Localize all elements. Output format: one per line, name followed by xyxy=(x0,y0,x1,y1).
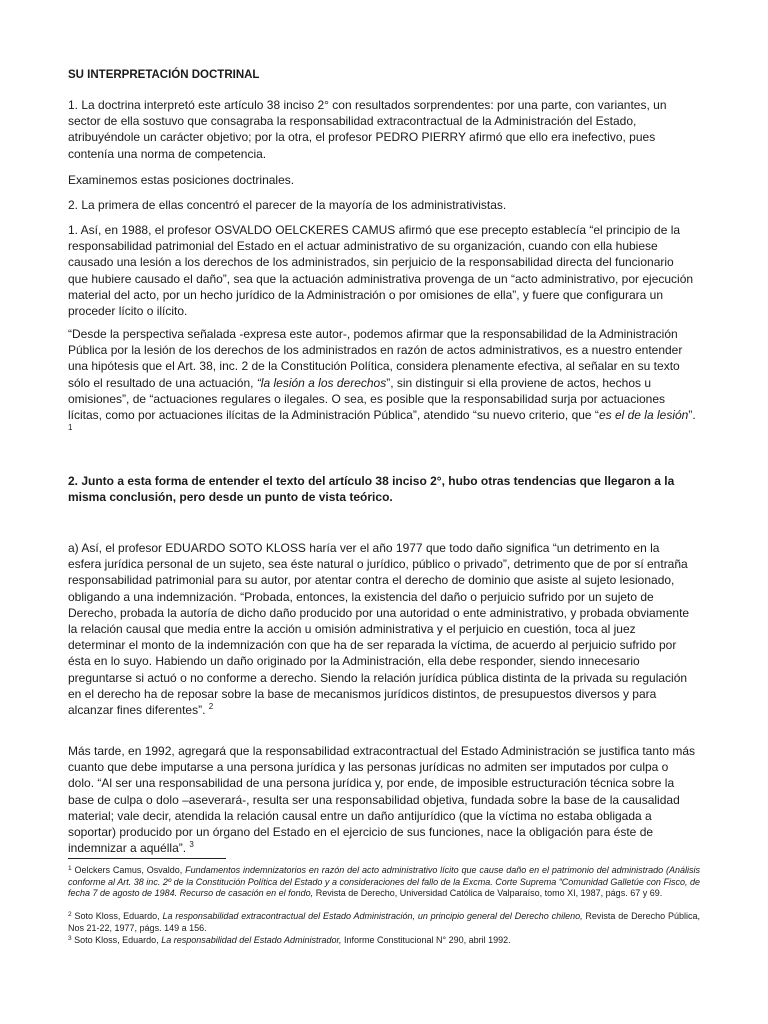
footnote-ref-1: 1 xyxy=(68,423,73,433)
footnote-3-title: La responsabilidad del Estado Administrador, xyxy=(161,935,342,945)
paragraph-5-text-a: “Desde la perspectiva señalada -expresa este autor-, podemos afirmar que la responsabilidad de la Administración Pública por la lesión de los derechos de los administrados en razón de actos administrativos, es a nuestro entender una hipótesis que el Art. 38, inc. 2 de la Constitución Política, considera plenamente efectiva, al señalar en su texto sólo el resultado de una actuación, xyxy=(68,327,683,390)
paragraph-5-italic-2: es el de la lesión xyxy=(598,408,689,423)
paragraph-2: Examinemos estas posiciones doctrinales. xyxy=(68,173,295,187)
footnote-ref-2: 2 xyxy=(208,702,214,712)
paragraph-8-text: Más tarde, en 1992, agregará que la responsabilidad extracontractual del Estado Administración se justifica tanto más cuanto que debe imputarse a una persona jurídica y las personas jurídicas no admiten ser imputados por culpa o dolo. “Al ser una responsabilidad de una persona jurídica y, por ende, de imposible estructuración técnica sobre la base de culpa o dolo –aseverará-, resulta ser una responsabilidad objetiva, fundada sobre la base de la causalidad material; vale decir, atendida la relación causal entre un daño antijurídico (que la víctima no estaba obligada a soportar) producido por un órgano del Estado en el ejercicio de sus funciones, nace la obligación para éste de indemnizar a aquélla”. xyxy=(68,744,696,856)
footnote-2 xyxy=(68,911,700,934)
paragraph-5-italic-1: “la lesión a los derechos xyxy=(256,375,387,390)
footnote-2-number: 2 xyxy=(68,910,72,918)
footnote-2-source: Revista de Derecho Pública, Nos 21-22, 1977, págs. 149 a 156. xyxy=(68,911,700,934)
paragraph-5-text-c: ”. xyxy=(688,408,696,423)
footnote-2-title: La responsabilidad extracontractual del Estado Administración, un principio general del Derecho chileno, xyxy=(162,911,583,921)
footnote-ref-3: 3 xyxy=(189,840,194,850)
paragraph-1: 1. La doctrina interpretó este artículo 38 inciso 2° con resultados sorprendentes: por una parte, con variantes, un sector de ella sostuvo que consagraba la responsabilidad extracontractual de la Administración del Estado, atribuyéndole un carácter objetivo; por la otra, el profesor PEDRO PIERRY afirmó que ello era inefectivo, pues contenía una norma de competencia. xyxy=(68,98,667,161)
paragraph-5 xyxy=(68,326,696,441)
footnote-divider xyxy=(68,858,226,859)
paragraph-6: 2. Junto a esta forma de entender el texto del artículo 38 inciso 2°, hubo otras tendencias que llegaron a la misma conclusión, pero desde un punto de vista teórico. xyxy=(68,474,675,505)
paragraph-8 xyxy=(68,743,696,858)
footnote-1 xyxy=(68,865,700,900)
paragraph-5-text-b: ”, sin distinguir si ella proviene de actos, hechos u omisiones”, de “actuaciones regulares o ilegales. O sea, es posible que la responsabilidad surja por actuaciones lícitas, como por actuaciones ilícitas de la Administración Pública”, atendido “su nuevo criterio, que “ xyxy=(68,375,666,423)
footnote-3-number: 3 xyxy=(68,934,72,942)
footnote-2-author: Soto Kloss, Eduardo, xyxy=(71,911,163,921)
paragraph-3: 2. La primera de ellas concentró el parecer de la mayoría de los administrativistas. xyxy=(68,198,507,212)
section-heading: SU INTERPRETACIÓN DOCTRINAL xyxy=(68,69,260,81)
footnote-1-number: 1 xyxy=(68,864,72,872)
paragraph-7 xyxy=(68,540,696,720)
paragraph-4: 1. Así, en 1988, el profesor OSVALDO OELCKERES CAMUS afirmó que ese precepto establecía “el principio de la responsabilidad patrimonial del Estado en el actuar administrativo de su organización, cuando con ella hubiese causado una lesión a los derechos de los administrados, sin perjuicio de la responsabilidad directa del funcionario que hubiere causado el daño”, sea que la actuación administrativa provenga de un “acto administrativo, por ejecución material del acto, por un hecho jurídico de la Administración o por omisiones de ella”, y fuere que configurara un proceder lícito o ilícito. xyxy=(68,223,694,319)
footnote-1-title: Fundamentos indemnizatorios en razón del acto administrativo lícito que cause daño en el patrimonio del administrado (Análisis conforme al Art. 38 inc. 2º de la Constitución Política del Estado y a consideraciones del fallo de la Excma. Corte Suprema “Comunidad Galletúe con Fisco, de fecha 7 de agosto de 1984. Recurso de casación en el fondo, xyxy=(68,865,700,899)
footnote-1-source: Revista de Derecho, Universidad Católica de Valparaíso, tomo XI, 1987, págs. 67 y 69. xyxy=(313,888,663,899)
footnote-3 xyxy=(68,935,700,947)
footnote-3-source: Informe Constitucional N° 290, abril 1992. xyxy=(341,935,511,945)
paragraph-7-text: a) Así, el profesor EDUARDO SOTO KLOSS haría ver el año 1977 que todo daño significa “un detrimento en la esfera jurídica personal de un sujeto, sea éste natural o jurídico, público o privado”, detrimento que de por sí entraña responsabilidad patrimonial para su autor, por atentar contra el derecho de dominio que asiste al sujeto lesionado, obligando a una indemnización. “Probada, entonces, la existencia del daño o perjuicio sufrido por un sujeto de Derecho, probada la autoría de dicho daño producido por una autoridad o ente administrativo, y probada obviamente la relación causal que media entre la acción u omisión administrativa y el perjuicio en cuestión, toca al juez determinar el monto de la indemnización con que ha de ser reparada la víctima, de acuerdo al perjuicio sufrido por ésta en lo suyo. Habiendo un daño originado por la Administración, ella debe responder, siendo innecesario preguntarse si actuó o no conforme a derecho. Siendo la relación jurídica pública distinta de la privada su regulación en el derecho ha de reposar sobre la base de mecanismos jurídicos distintos, de presupuestos diversos y para alcanzar fines diferentes”. xyxy=(68,541,690,718)
footnote-3-author: Soto Kloss, Eduardo, xyxy=(71,935,162,945)
footnote-1-author: Oelckers Camus, Osvaldo, xyxy=(71,865,186,875)
